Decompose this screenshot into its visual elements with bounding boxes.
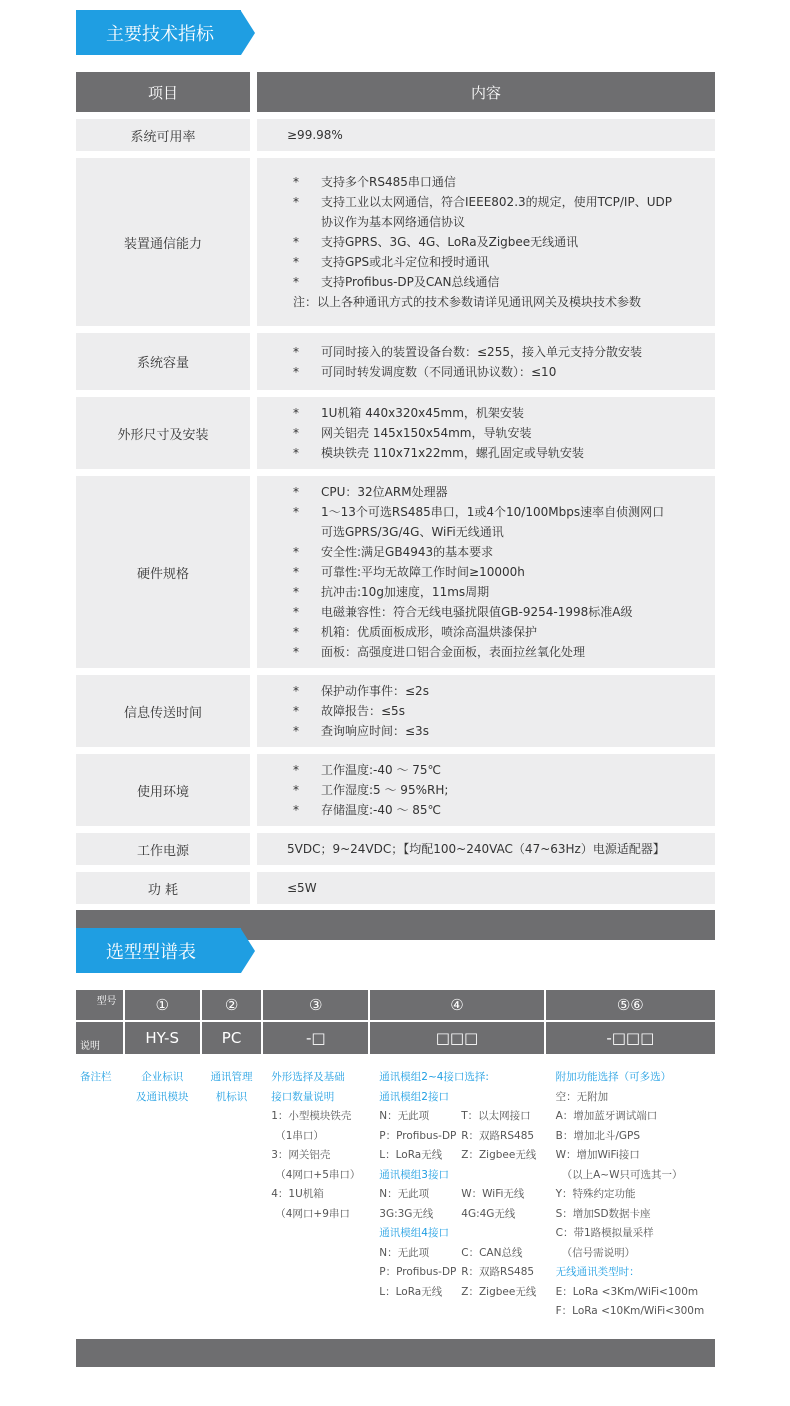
section1-banner [76, 10, 255, 55]
col4-title: 通讯模组2~4接口选择: [379, 1071, 489, 1083]
code-3: -□ [263, 1022, 368, 1054]
spec-row-value [257, 397, 715, 469]
wireless-title: 无线通讯类型时： [555, 1266, 640, 1278]
col3-item: （4网口+9串口 [275, 1207, 350, 1220]
code-5: -□□□ [546, 1022, 715, 1054]
col-4-number: ④ [370, 990, 543, 1020]
spec-row-value [257, 833, 715, 865]
bullet-star [293, 212, 321, 232]
spec-row-label: 系统容量 [76, 333, 250, 390]
bullet-star: * [293, 275, 299, 289]
bullet-star: * [293, 195, 299, 209]
col3-item: 4：1U机箱 [271, 1188, 324, 1200]
option-item: （信号需说明） [561, 1246, 636, 1259]
spec-line [293, 212, 715, 232]
spec-line [293, 522, 715, 542]
section2-banner [76, 928, 255, 973]
spec-line [293, 760, 715, 780]
model-table-header [76, 990, 715, 1020]
option-text: N：无此项 [379, 1246, 430, 1259]
spec-line-text: 存储温度:-40 ～ 85℃ [321, 803, 442, 817]
spec-row-label: 系统可用率 [76, 119, 250, 151]
spec-row [76, 833, 715, 865]
wireless-item: E：LoRa <3Km/WiFi<100m [555, 1285, 699, 1298]
spec-line [293, 482, 715, 502]
spec-row [76, 754, 715, 826]
bullet-star: * [293, 585, 299, 599]
spec-row-label: 信息传送时间 [76, 675, 250, 747]
col5-title: 附加功能选择（可多选） [555, 1071, 672, 1083]
spec-line-text: 查询响应时间：≤3s [321, 724, 429, 738]
bullet-star: * [293, 724, 299, 738]
option-pair [379, 1205, 543, 1225]
spec-line-text: 可靠性:平均无故障工作时间≥10000h [321, 565, 525, 579]
spec-line-text: 网关铝壳 145x150x54mm，导轨安装 [321, 426, 532, 440]
spec-row-value [257, 333, 715, 390]
option-item: C：带1路模拟量采样 [555, 1227, 654, 1239]
spec-line-text: 可选GPRS/3G/4G、WiFi无线通讯 [321, 525, 504, 539]
bullet-star: * [293, 565, 299, 579]
spec-row-label: 功 耗 [76, 872, 250, 904]
spec-line-text: 支持多个RS485串口通信 [321, 175, 456, 189]
spec-line [287, 839, 715, 859]
corner-model: 型号 [76, 990, 123, 1020]
spec-row-value [257, 158, 715, 326]
spec-row [76, 119, 715, 151]
spec-line [287, 125, 715, 145]
option-text: N：无此项 [379, 1188, 430, 1200]
spec-row-label: 使用环境 [76, 754, 250, 826]
spec-note: 注：以上各种通讯方式的技术参数请详见通讯网关及模块技术参数 [293, 295, 642, 309]
spec-line-text: 工作湿度:5 ～ 95%RH; [321, 783, 449, 797]
spec-line [287, 878, 715, 898]
spec-line-text: 1～13个可选RS485串口，1或4个10/100Mbps速率自侦测网口 [321, 505, 665, 519]
spec-line-text: CPU：32位ARM处理器 [321, 485, 448, 499]
spec-line-text: 保护动作事件：≤2s [321, 684, 429, 698]
spec-line [293, 602, 715, 622]
col-3-number: ③ [263, 990, 368, 1020]
option-text: N：无此项 [379, 1110, 430, 1122]
code-1: HY-S [125, 1022, 200, 1054]
spec-line-text: ≤5W [287, 881, 317, 895]
col3-item: 3：网关铝壳 [271, 1149, 331, 1161]
option-text: R：双路RS485 [461, 1266, 535, 1278]
section1-title: 主要技术指标 [76, 10, 241, 55]
option-pair [379, 1283, 543, 1303]
spec-row [76, 158, 715, 326]
option-text: Z：Zigbee无线 [461, 1285, 537, 1298]
option-item: S：增加SD数据卡座 [555, 1207, 651, 1220]
option-text: T：以太网接口 [461, 1110, 531, 1122]
spec-line-text: 支持工业以太网通信，符合IEEE802.3的规定，使用TCP/IP、UDP [321, 195, 672, 209]
spec-line [293, 362, 715, 382]
section2-title: 选型型谱表 [76, 928, 241, 973]
bullet-star: * [293, 235, 299, 249]
bullet-star: * [293, 645, 299, 659]
spec-row-value [257, 754, 715, 826]
col1-desc: 企业标识 及通讯模块 [125, 1054, 200, 1339]
col2-desc: 通讯管理 机标识 [202, 1054, 261, 1339]
group-title: 通讯模组2接口 [379, 1090, 449, 1103]
option-item: Y：特殊约定功能 [555, 1188, 636, 1200]
spec-line [293, 192, 715, 212]
spec-line-text: 可同时接入的装置设备台数：≤255，接入单元支持分散安装 [321, 344, 642, 359]
spec-line [293, 542, 715, 562]
bullet-star: * [293, 446, 299, 460]
option-pair [379, 1107, 543, 1127]
option-text: R：双路RS485 [461, 1129, 535, 1142]
col-2-number: ② [202, 990, 261, 1020]
code-2: PC [202, 1022, 261, 1054]
col-1-number: ① [125, 990, 200, 1020]
spec-line [293, 622, 715, 642]
corner-desc: 说明 [76, 1022, 123, 1054]
spec-line [293, 232, 715, 252]
option-pair [379, 1244, 543, 1264]
spec-row-value [257, 675, 715, 747]
spec-row [76, 333, 715, 390]
spec-table-header [76, 72, 715, 112]
option-text: P：Profibus-DP [379, 1266, 457, 1278]
wireless-item: F：LoRa <10Km/WiFi<300m [555, 1305, 705, 1317]
option-text: C：CAN总线 [461, 1246, 523, 1259]
model-table-footer [76, 1339, 715, 1367]
option-text: P：Profibus-DP [379, 1129, 457, 1142]
banner-arrow-icon [241, 11, 255, 55]
option-item: B：增加北斗/GPS [555, 1129, 640, 1142]
spec-row [76, 397, 715, 469]
option-item: （以上A~W只可选其一） [561, 1168, 683, 1181]
spec-line [293, 800, 715, 820]
spec-table [76, 72, 715, 940]
spec-line [293, 780, 715, 800]
option-text: L：LoRa无线 [379, 1149, 443, 1161]
bullet-star: * [293, 763, 299, 777]
group-title: 通讯模组4接口 [379, 1227, 449, 1239]
option-pair [379, 1146, 543, 1166]
option-text: 3G:3G无线 [379, 1207, 434, 1220]
bullet-star: * [293, 545, 299, 559]
bullet-star: * [293, 605, 299, 619]
spec-line-text: 面板：高强度进口铝合金面板，表面拉丝氧化处理 [321, 645, 586, 659]
col3-item: （4网口+5串口） [275, 1168, 361, 1181]
header-content: 内容 [257, 72, 715, 112]
col5-desc [546, 1054, 715, 1339]
bullet-star: * [293, 426, 299, 440]
spec-line [293, 642, 715, 662]
option-pair [379, 1263, 543, 1283]
option-text: W：WiFi无线 [461, 1188, 525, 1200]
spec-line-text: 机箱：优质面板成形，喷涂高温烘漆保护 [321, 625, 538, 639]
spec-line [293, 342, 715, 362]
col3-item: 1：小型模块铁壳 [271, 1110, 352, 1122]
spec-line-text: 工作温度:-40 ～ 75℃ [321, 763, 442, 777]
spec-line-text: 电磁兼容性：符合无线电骚扰限值GB-9254-1998标准A级 [321, 605, 633, 619]
option-text: Z：Zigbee无线 [461, 1149, 537, 1161]
option-pair [379, 1185, 543, 1205]
spec-row-label: 硬件规格 [76, 476, 250, 668]
spec-line-text: 协议作为基本网络通信协议 [321, 215, 466, 229]
option-item: A：增加蓝牙调试端口 [555, 1110, 658, 1122]
spec-row-value [257, 872, 715, 904]
spec-line [293, 272, 715, 292]
spec-line [293, 252, 715, 272]
spec-line-text: 模块铁壳 110x71x22mm，螺孔固定或导轨安装 [321, 446, 584, 460]
option-text: L：LoRa无线 [379, 1285, 443, 1298]
spec-row [76, 872, 715, 904]
option-item: 空：无附加 [555, 1090, 609, 1103]
spec-row-label: 工作电源 [76, 833, 250, 865]
group-title: 通讯模组3接口 [379, 1168, 449, 1181]
spec-row-value [257, 119, 715, 151]
bullet-star: * [293, 485, 299, 499]
bullet-star: * [293, 175, 299, 189]
spec-line-text: 支持GPRS、3G、4G、LoRa及Zigbee无线通讯 [321, 235, 579, 249]
col-5-number: ⑤⑥ [546, 990, 715, 1020]
col3-item: （1串口） [275, 1129, 324, 1142]
spec-line-text: 支持GPS或北斗定位和授时通讯 [321, 255, 490, 269]
model-table-body [76, 1054, 715, 1339]
model-table [76, 990, 715, 1367]
bullet-star: * [293, 625, 299, 639]
spec-line-text: 安全性:满足GB4943的基本要求 [321, 545, 494, 559]
spec-line [293, 172, 715, 192]
bullet-star [293, 522, 321, 542]
spec-line [293, 403, 715, 423]
bullet-star: * [293, 255, 299, 269]
bullet-star: * [293, 783, 299, 797]
bullet-star: * [293, 684, 299, 698]
bullet-star: * [293, 505, 299, 519]
spec-row [76, 476, 715, 668]
bullet-star: * [293, 406, 299, 420]
spec-line-text: 故障报告：≤5s [321, 704, 405, 718]
spec-line-text: ≥99.98% [287, 128, 343, 142]
spec-line-text: 支持Profibus-DP及CAN总线通信 [321, 275, 500, 289]
col4-desc [370, 1054, 543, 1339]
spec-row-label: 装置通信能力 [76, 158, 250, 326]
col3-desc: 外形选择及基础 接口数量说明 1：小型模块铁壳 （1串口） 3：网关铝壳 （4网口+5串口） 4：1U机箱 （4网口+9串口 [263, 1054, 368, 1339]
model-table-codes [76, 1022, 715, 1054]
spec-row-value [257, 476, 715, 668]
spec-line-text: 1U机箱 440x320x45mm，机架安装 [321, 406, 524, 420]
bullet-star: * [293, 364, 299, 379]
spec-line [293, 681, 715, 701]
spec-line-text: 可同时转发调度数（不同通讯协议数）：≤10 [321, 364, 557, 379]
spec-line [293, 562, 715, 582]
code-4: □□□ [370, 1022, 543, 1054]
banner-arrow-icon [241, 929, 255, 973]
spec-line-text: 抗冲击:10g加速度，11ms周期 [321, 585, 490, 599]
bullet-star: * [293, 344, 299, 359]
spec-line [293, 721, 715, 741]
option-item: W：增加WiFi接口 [555, 1149, 640, 1161]
spec-row [76, 675, 715, 747]
spec-line [293, 701, 715, 721]
spec-line [293, 582, 715, 602]
spec-line [293, 423, 715, 443]
bullet-star: * [293, 803, 299, 817]
spec-row-label: 外形尺寸及安装 [76, 397, 250, 469]
spec-line-text: 5VDC；9~24VDC；【均配100~240VAC（47~63Hz）电源适配器】 [287, 842, 665, 856]
option-text: 4G:4G无线 [461, 1207, 516, 1220]
remark-label: 备注栏 [76, 1054, 123, 1339]
spec-line [293, 502, 715, 522]
bullet-star: * [293, 704, 299, 718]
header-item: 项目 [76, 72, 250, 112]
option-pair [379, 1127, 543, 1147]
spec-line [293, 443, 715, 463]
